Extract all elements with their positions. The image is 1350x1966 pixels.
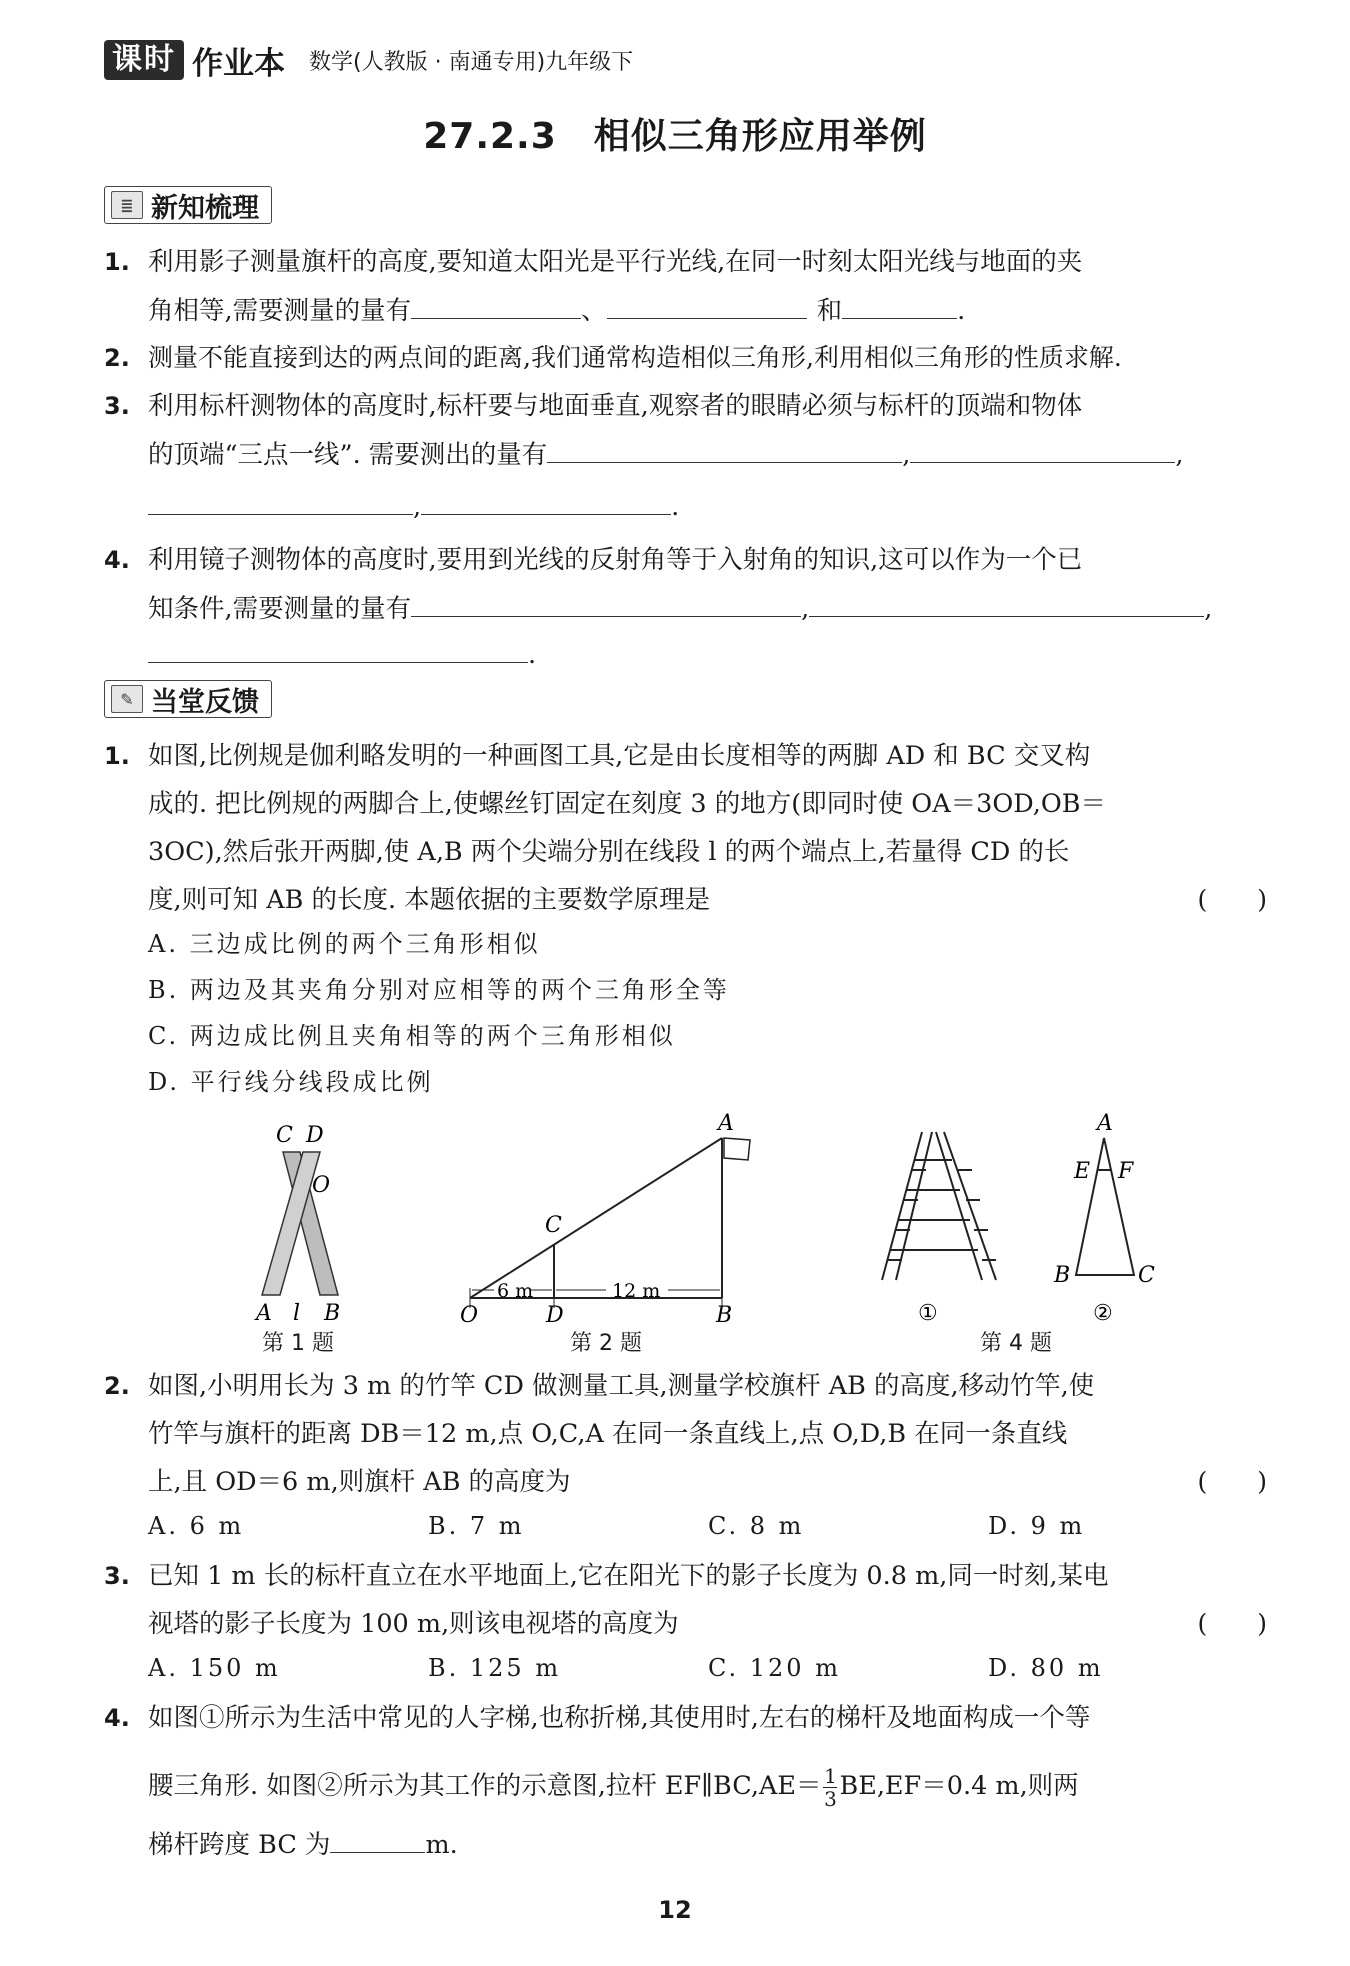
figure-4-ladder xyxy=(882,1132,996,1280)
caption-figure-4: 第 4 题 xyxy=(980,1331,1052,1356)
label-f: F xyxy=(1118,1159,1134,1184)
figure-1-compass xyxy=(254,1123,340,1326)
answer-blank[interactable] xyxy=(411,290,581,319)
brand-suffix: 作业本 xyxy=(192,45,285,82)
question-text: 如图,小明用长为 3 m 的竹竿 CD 做测量工具,测量学校旗杆 AB 的高度,移动竹竿,使 xyxy=(148,1371,1095,1401)
section-head-knowledge xyxy=(104,186,272,224)
label-b: B xyxy=(324,1301,341,1326)
answer-blank[interactable] xyxy=(809,588,1204,617)
section-label: 新知梳理 xyxy=(151,192,259,224)
question-text: 利用标杆测物体的高度时,标杆要与地面垂直,观察者的眼睛必须与标杆的顶端和物体 xyxy=(148,391,1083,421)
question-text: 成的. 把比例规的两脚合上,使螺丝钉固定在刻度 3 的地方(即同时使 OA＝3OD,OB＝ xyxy=(148,789,1107,819)
answer-blank[interactable] xyxy=(547,434,902,463)
dim-od: 6 m xyxy=(497,1280,534,1302)
answer-paren[interactable]: ( ) xyxy=(1197,1467,1267,1496)
brand-logo: 课时 xyxy=(104,40,184,80)
label-e: E xyxy=(1074,1159,1091,1184)
label-a: A xyxy=(718,1111,734,1136)
text-segment: m. xyxy=(425,1830,458,1860)
text-segment: BE,EF＝0.4 m,则两 xyxy=(839,1771,1079,1801)
subject-label: 数学(人教版 · 南通专用)九年级下 xyxy=(309,49,634,75)
question-number: 1. xyxy=(104,248,130,276)
fraction-numerator: 1 xyxy=(824,1763,837,1788)
caption-figure-2: 第 2 题 xyxy=(570,1331,642,1356)
question-text: 竹竿与旗杆的距离 DB＝12 m,点 O,C,A 在同一条直线上,点 O,D,B 在同一条直线 xyxy=(148,1419,1068,1449)
answer-blank[interactable] xyxy=(421,486,671,515)
label-o: O xyxy=(460,1303,479,1328)
question-line xyxy=(148,1760,1079,1812)
option-b[interactable]: B. 125 m xyxy=(428,1654,562,1682)
text-segment: 、 xyxy=(581,296,607,326)
text-segment: . xyxy=(528,640,537,670)
question-text: 上,且 OD＝6 m,则旗杆 AB 的高度为 xyxy=(148,1467,571,1497)
label-c: C xyxy=(1138,1263,1155,1288)
text-segment: 梯杆跨度 BC 为 xyxy=(148,1830,331,1860)
text-segment: 知条件,需要测量的量有 xyxy=(148,594,412,624)
text-segment: 腰三角形. 如图②所示为其工作的示意图,拉杆 EF∥BC,AE＝ xyxy=(148,1771,822,1801)
label-d: D xyxy=(306,1123,324,1148)
section-label: 当堂反馈 xyxy=(151,686,259,718)
option-c[interactable]: C. 8 m xyxy=(708,1512,805,1540)
question-number: 3. xyxy=(104,392,130,420)
question-number: 4. xyxy=(104,1704,130,1732)
question-line xyxy=(148,434,1184,475)
option-d[interactable]: D. 平行线分线段成比例 xyxy=(148,1068,434,1096)
question-number: 1. xyxy=(104,742,130,770)
text-segment: , xyxy=(1175,440,1184,470)
text-segment: . xyxy=(671,492,680,522)
figures-area xyxy=(0,1110,1350,1350)
option-a[interactable]: A. 6 m xyxy=(148,1512,245,1540)
dim-db: 12 m xyxy=(612,1280,661,1302)
option-c[interactable]: C. 两边成比例且夹角相等的两个三角形相似 xyxy=(148,1022,676,1050)
page-header xyxy=(104,40,633,80)
label-d: D xyxy=(546,1303,564,1328)
question-number: 4. xyxy=(104,546,130,574)
text-segment: 角相等,需要测量的量有 xyxy=(148,296,412,326)
option-b[interactable]: B. 7 m xyxy=(428,1512,525,1540)
label-c: C xyxy=(276,1123,293,1148)
text-segment: 的顶端“三点一线”. 需要测出的量有 xyxy=(148,440,548,470)
answer-blank[interactable] xyxy=(330,1824,425,1853)
question-text: 如图,比例规是伽利略发明的一种画图工具,它是由长度相等的两脚 AD 和 BC 交叉构 xyxy=(148,741,1091,771)
question-text: 利用镜子测物体的高度时,要用到光线的反射角等于入射角的知识,这可以作为一个已 xyxy=(148,545,1083,575)
question-number: 2. xyxy=(104,1372,130,1400)
page-number: 12 xyxy=(658,1896,692,1924)
question-text: 3OC),然后张开两脚,使 A,B 两个尖端分别在线段 l 的两个端点上,若量得 CD 的长 xyxy=(148,837,1070,867)
answer-blank[interactable] xyxy=(910,434,1175,463)
label-c: C xyxy=(545,1213,562,1238)
answer-blank[interactable] xyxy=(607,290,807,319)
label-a: A xyxy=(256,1301,272,1326)
label-b: B xyxy=(1054,1263,1071,1288)
answer-blank[interactable] xyxy=(148,486,413,515)
option-c[interactable]: C. 120 m xyxy=(708,1654,841,1682)
text-segment: 和 xyxy=(816,296,843,326)
question-text: 如图①所示为生活中常见的人字梯,也称折梯,其使用时,左右的梯杆及地面构成一个等 xyxy=(148,1703,1091,1733)
sub-figure-2: ② xyxy=(1093,1301,1113,1326)
question-line xyxy=(148,634,536,675)
question-text: 度,则可知 AB 的长度. 本题依据的主要数学原理是 xyxy=(148,885,711,915)
figure-4-triangle xyxy=(1053,1111,1155,1326)
question-number: 3. xyxy=(104,1562,130,1590)
text-segment: , xyxy=(1204,594,1213,624)
option-d[interactable]: D. 9 m xyxy=(988,1512,1086,1540)
question-line xyxy=(148,290,965,331)
question-number: 2. xyxy=(104,344,130,372)
figure-2-flagpole xyxy=(460,1111,750,1328)
question-line xyxy=(148,588,1212,629)
question-text: 已知 1 m 长的标杆直立在水平地面上,它在阳光下的影子长度为 0.8 m,同一时刻,某电 xyxy=(148,1561,1109,1591)
fraction-denominator: 3 xyxy=(824,1786,837,1811)
question-line xyxy=(148,1824,458,1865)
text-segment: , xyxy=(413,492,422,522)
label-b: B xyxy=(716,1303,733,1328)
option-d[interactable]: D. 80 m xyxy=(988,1654,1104,1682)
text-segment: , xyxy=(801,594,810,624)
book-icon: ≣ xyxy=(111,191,143,219)
question-text: 测量不能直接到达的两点间的距离,我们通常构造相似三角形,利用相似三角形的性质求解. xyxy=(148,343,1122,372)
label-o: O xyxy=(312,1173,331,1198)
question-text: 利用影子测量旗杆的高度,要知道太阳光是平行光线,在同一时刻太阳光线与地面的夹 xyxy=(148,247,1083,277)
sub-figure-1: ① xyxy=(918,1301,938,1326)
question-text: 视塔的影子长度为 100 m,则该电视塔的高度为 xyxy=(148,1609,679,1639)
answer-paren[interactable]: ( ) xyxy=(1197,885,1267,914)
option-a[interactable]: A. 三边成比例的两个三角形相似 xyxy=(148,930,541,958)
label-l: l xyxy=(293,1301,301,1326)
section-head-feedback xyxy=(104,680,272,718)
text-segment: , xyxy=(902,440,911,470)
answer-blank[interactable] xyxy=(148,634,528,663)
answer-blank[interactable] xyxy=(842,290,957,319)
answer-blank[interactable] xyxy=(411,588,801,617)
question-line xyxy=(148,486,679,527)
option-b[interactable]: B. 两边及其夹角分别对应相等的两个三角形全等 xyxy=(148,976,730,1004)
answer-paren[interactable]: ( ) xyxy=(1197,1609,1267,1638)
option-a[interactable]: A. 150 m xyxy=(148,1654,281,1682)
label-a: A xyxy=(1097,1111,1113,1136)
pencil-icon: ✎ xyxy=(111,685,143,713)
caption-figure-1: 第 1 题 xyxy=(262,1331,334,1356)
fraction xyxy=(823,1765,837,1810)
text-segment: . xyxy=(957,296,966,326)
page-title: 27.2.3 相似三角形应用举例 xyxy=(423,116,927,157)
